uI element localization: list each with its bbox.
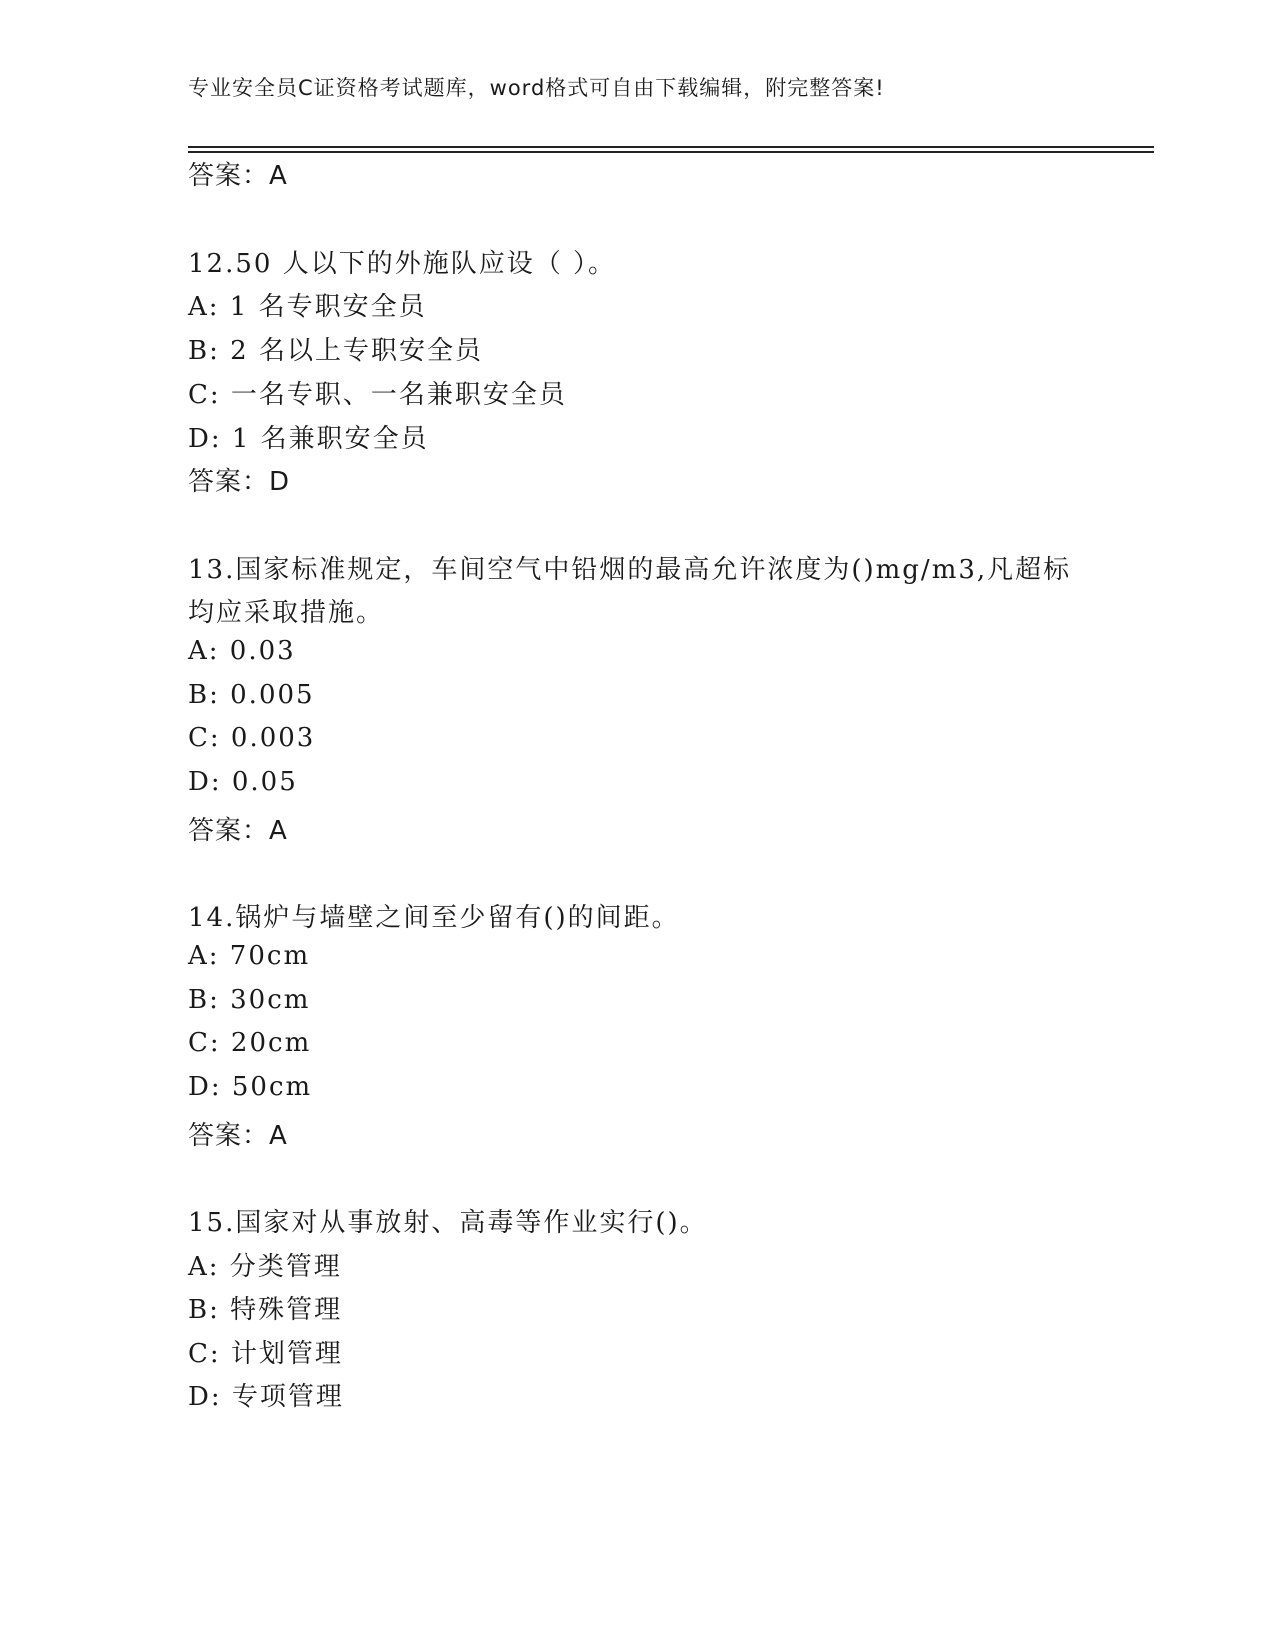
answer-11: 答案：A <box>188 161 288 191</box>
question-13-stem: 13.国家标准规定，车间空气中铅烟的最高允许浓度为()mg/m3,凡超标 <box>188 555 1072 585</box>
question-15-option-d: D: 专项管理 <box>188 1382 344 1412</box>
question-13-option-a: A: 0.03 <box>188 636 296 666</box>
question-13-option-b: B: 0.005 <box>188 680 315 710</box>
question-12-stem: 12.50 人以下的外施队应设（ ）。 <box>188 249 616 279</box>
header-rule <box>188 146 1154 153</box>
question-15-option-b: B: 特殊管理 <box>188 1295 343 1325</box>
question-12-option-a: A: 1 名专职安全员 <box>188 292 427 322</box>
question-12-option-d: D: 1 名兼职安全员 <box>188 424 429 454</box>
question-14-option-c: C: 20cm <box>188 1028 312 1058</box>
question-14-option-a: A: 70cm <box>188 941 311 971</box>
question-13-option-c: C: 0.003 <box>188 723 316 753</box>
question-14-option-d: D: 50cm <box>188 1072 313 1102</box>
question-12-answer: 答案：D <box>188 467 291 497</box>
question-15-option-c: C: 计划管理 <box>188 1339 343 1369</box>
question-13-stem-continued: 均应采取措施。 <box>188 598 385 628</box>
question-13-answer: 答案：A <box>188 816 288 846</box>
question-15-stem: 15.国家对从事放射、高毒等作业实行()。 <box>188 1208 708 1238</box>
question-12-option-b: B: 2 名以上专职安全员 <box>188 336 483 366</box>
question-14-answer: 答案：A <box>188 1121 288 1151</box>
question-14-option-b: B: 30cm <box>188 985 311 1015</box>
question-13-option-d: D: 0.05 <box>188 767 298 797</box>
question-12-option-c: C: 一名专职、一名兼职安全员 <box>188 380 567 410</box>
page-header: 专业安全员C证资格考试题库，word格式可自由下载编辑，附完整答案! <box>188 76 885 100</box>
question-14-stem: 14.锅炉与墙壁之间至少留有()的间距。 <box>188 903 680 933</box>
question-15-option-a: A: 分类管理 <box>188 1252 342 1282</box>
